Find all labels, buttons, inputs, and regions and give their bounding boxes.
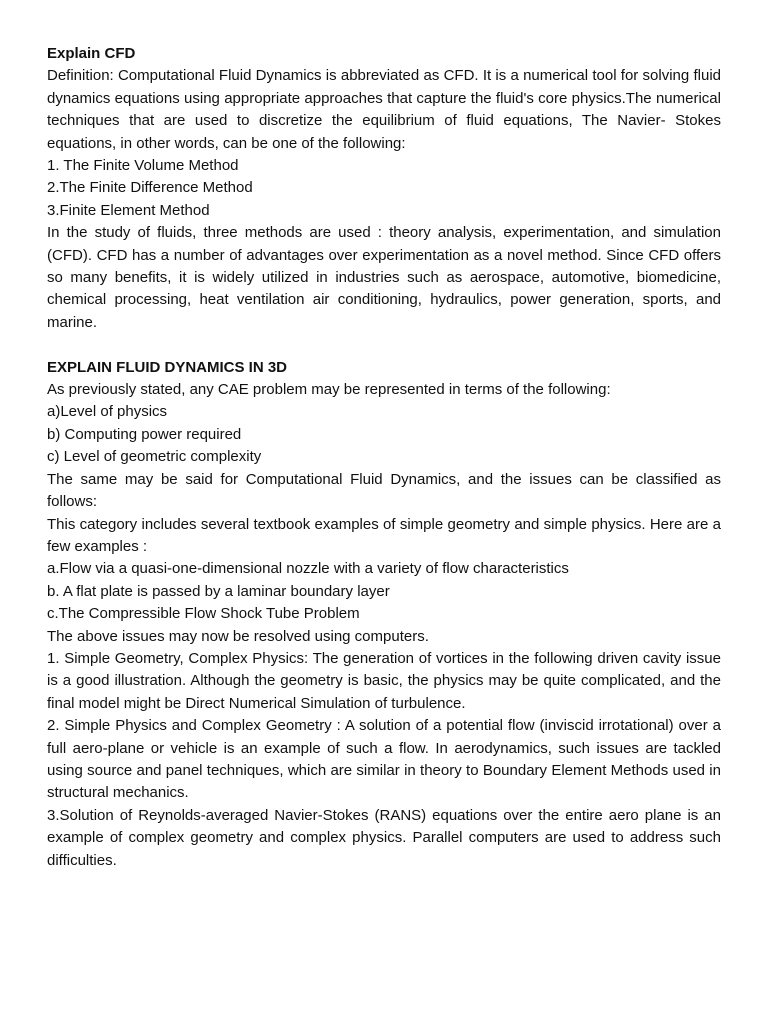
document-page [47, 43, 721, 872]
method-item: 2.The Finite Difference Method [47, 179, 253, 197]
example-item: c.The Compressible Flow Shock Tube Problem [47, 605, 360, 623]
point-paragraph-simple-geometry: 1. Simple Geometry, Complex Physics: The generation of vortices in the following driven cavity issue is a good illustration. Although the geometry is basic, the physics may be quite complicated, and the final model might be Direct Numerical Simulation of turbulence. [47, 649, 721, 712]
level-item: b) Computing power required [47, 425, 242, 443]
classification-paragraph: The same may be said for Computational Fluid Dynamics, and the issues can be classified as follows: [47, 470, 721, 511]
level-item: a)Level of physics [47, 403, 168, 421]
section-heading-explain-cfd: Explain CFD [47, 45, 136, 62]
example-item: a.Flow via a quasi-one-dimensional nozzle with a variety of flow characteristics [47, 560, 569, 578]
computers-note: The above issues may now be resolved using computers. [47, 627, 429, 645]
method-item: 3.Finite Element Method [47, 201, 210, 219]
point-paragraph-simple-physics: 2. Simple Physics and Complex Geometry : A solution of a potential flow (inviscid irrotational) over a full aero-plane or vehicle is an example of such a flow. In aerodynamics, such issues are tackled using source and panel techniques, which are similar in theory to Boundary Element Methods used in structural mechanics. [47, 717, 721, 802]
cfd-definition-paragraph: Definition: Computational Fluid Dynamics is abbreviated as CFD. It is a numerical tool for solving fluid dynamics equations using appropriate approaches that capture the fluid's core physics.The numerical techniques that are used to discretize the equilibrium of fluid equations, The Navier- Stokes equations, in other words, can be one of the following: [47, 67, 721, 152]
cfd-body-paragraph: In the study of fluids, three methods are used : theory analysis, experimentation, and simulation (CFD). CFD has a number of advantages over experimentation as a novel method. Since CFD offers so many benefits, it is widely utilized in industries such as aerospace, automotive, biomedicine, chemical processing, heat ventilation air conditioning, hydraulics, power generation, sports, and marine. [47, 224, 721, 331]
section-heading-fluid-dynamics-3d: EXPLAIN FLUID DYNAMICS IN 3D [47, 358, 288, 376]
example-item: b. A flat plate is passed by a laminar boundary layer [47, 582, 390, 600]
paragraph-spacer [47, 334, 721, 356]
method-item: 1. The Finite Volume Method [47, 157, 239, 175]
point-paragraph-rans: 3.Solution of Reynolds-averaged Navier-Stokes (RANS) equations over the entire aero plane is an example of complex geometry and complex physics. Parallel computers are used to address such difficulties. [47, 806, 721, 869]
category-paragraph: This category includes several textbook examples of simple geometry and simple physics. Here are a few examples : [47, 515, 721, 555]
cae-intro-paragraph: As previously stated, any CAE problem may be represented in terms of the following: [47, 381, 611, 399]
level-item: c) Level of geometric complexity [47, 448, 262, 466]
